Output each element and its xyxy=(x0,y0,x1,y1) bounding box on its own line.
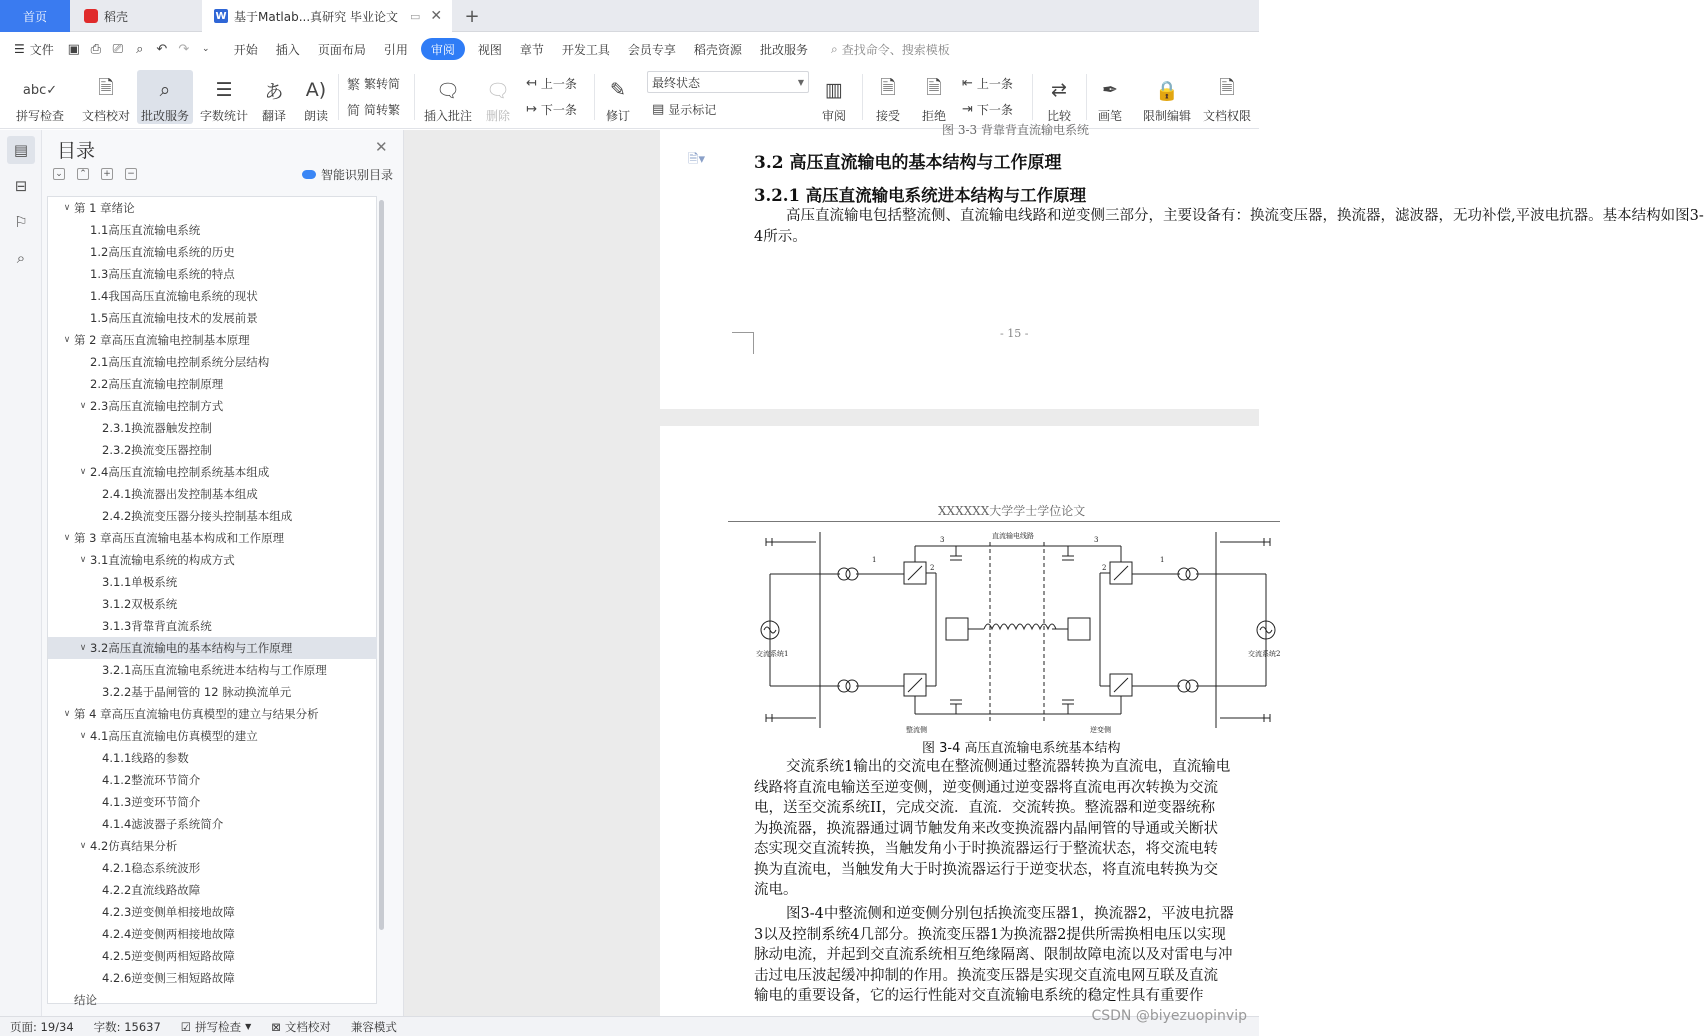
tab-home-label: 首页 xyxy=(22,9,47,24)
reject-icon: 🗎 xyxy=(926,77,942,99)
review-service-button[interactable] xyxy=(137,70,193,124)
fig-num-3: 3 xyxy=(940,536,945,544)
compat-mode-indicator xyxy=(341,1019,407,1035)
toc-item-label: 3.2.1高压直流输电系统进本结构与工作原理 xyxy=(102,663,327,677)
prev-comment-label: 上一条 xyxy=(540,76,577,91)
toc-item-label: 1.2高压直流输电系统的历史 xyxy=(90,245,235,259)
fig-num-1-right: 1 xyxy=(1160,556,1165,564)
toc-scrollbar[interactable] xyxy=(379,200,384,930)
menu-tabs xyxy=(225,38,817,60)
translate-button[interactable] xyxy=(254,70,294,124)
toc-item[interactable] xyxy=(48,571,377,593)
toc-item[interactable] xyxy=(48,241,377,263)
header-rule xyxy=(728,521,1280,522)
smart-toc-button[interactable] xyxy=(302,166,393,183)
toc-item[interactable] xyxy=(48,417,377,439)
page-16 xyxy=(660,426,1280,1026)
tab-daoke-label: 稻壳 xyxy=(104,9,129,24)
doc-proof-status[interactable] xyxy=(261,1019,341,1035)
ribbon-review xyxy=(0,66,1259,129)
menu-tab-0[interactable]: 开始 xyxy=(233,42,258,57)
toc-item-label: 4.2.4逆变侧两相接地故障 xyxy=(102,927,235,941)
review-pane-icon: ▥ xyxy=(825,79,843,101)
toc-item-label: 4.1.1线路的参数 xyxy=(102,751,189,765)
text-line: 流电。 xyxy=(754,882,798,898)
fig-num-1: 1 xyxy=(872,556,877,564)
chevron-down-icon: ▼ xyxy=(245,1022,252,1031)
ribbon-divider xyxy=(594,74,595,120)
menu-tab-4[interactable]: 审阅 xyxy=(421,38,465,60)
text-line: 图3-4中整流侧和逆变侧分别包括换流变压器1，换流器2，平波电抗器 xyxy=(786,906,1234,922)
toc-item-label: 2.4.2换流变压器分接头控制基本组成 xyxy=(102,509,293,523)
toc-item-label: 4.1.3逆变环节简介 xyxy=(102,795,201,809)
show-markup-button[interactable] xyxy=(652,98,716,120)
text-line: 电，送至交流系统II，完成交流．直流．交流转换。整流器和逆变器统称 xyxy=(754,800,1215,816)
text-line: 换为直流电，当触发角大于时换流器运行于逆变状态，将直流电转换为交 xyxy=(754,861,1218,878)
compare-button[interactable] xyxy=(1038,70,1080,124)
proof-box-icon: ⊠ xyxy=(271,1019,281,1034)
search-placeholder: 查找命令、搜索模板 xyxy=(841,42,950,57)
simp-to-trad-button[interactable] xyxy=(347,98,400,120)
menu-tab-6[interactable]: 章节 xyxy=(519,42,544,57)
toc-item-label: 4.2.1稳态系统波形 xyxy=(102,861,201,875)
next-comment-label: 下一条 xyxy=(540,102,577,117)
previous-caption-fragment: 图 3-3 背靠背直流输电系统 xyxy=(942,123,1089,137)
doc-permission-button[interactable] xyxy=(1200,70,1254,124)
pen-button[interactable] xyxy=(1092,70,1128,124)
trad-to-simp-label: 繁转简 xyxy=(364,76,401,91)
spell-check-icon: abc✓ xyxy=(22,82,58,98)
doc-proof-button[interactable] xyxy=(78,70,134,124)
tab-daoke[interactable] xyxy=(72,0,200,32)
tab-home[interactable] xyxy=(0,0,70,32)
chevron-down-icon[interactable]: ∨ xyxy=(79,401,87,411)
chevron-down-icon[interactable]: ∨ xyxy=(79,731,87,741)
chevron-down-icon[interactable]: ∨ xyxy=(63,533,71,543)
toc-item-label: 1.1高压直流输电系统 xyxy=(90,223,201,237)
toc-item-label: 1.5高压直流输电技术的发展前景 xyxy=(90,311,258,325)
prev-change-icon: ⇤ xyxy=(962,75,973,91)
read-aloud-label: 朗读 xyxy=(303,109,328,123)
simp-trad-icon: 简 xyxy=(347,103,361,119)
toc-list xyxy=(47,196,377,1007)
toc-item-label: 第 4 章高压直流输电仿真模型的建立与结果分析 xyxy=(74,707,319,721)
menu-bar xyxy=(0,32,1259,66)
print-preview-icon[interactable]: ⌕ xyxy=(136,41,144,57)
toc-item[interactable] xyxy=(48,329,377,351)
toc-item-label: 2.1高压直流输电控制系统分层结构 xyxy=(90,355,270,369)
document-canvas[interactable] xyxy=(404,123,1704,1016)
daoke-logo-icon xyxy=(84,9,98,23)
fig-rectifier-label: 整流侧 xyxy=(906,726,927,734)
paragraph-menu-icon[interactable]: 🗎▾ xyxy=(688,152,705,167)
compat-mode-label: 兼容模式 xyxy=(350,1019,397,1034)
page-indicator[interactable] xyxy=(0,1019,84,1035)
toc-item[interactable] xyxy=(48,197,377,219)
pen-icon: ✒ xyxy=(1102,79,1118,101)
toc-item-label: 2.3.2换流变压器控制 xyxy=(102,443,212,457)
next-change-label: 下一条 xyxy=(976,102,1013,117)
word-count-indicator[interactable] xyxy=(84,1019,171,1035)
trad-simp-icon: 繁 xyxy=(347,77,361,93)
page-header: XXXXXX大学学士学位论文 xyxy=(938,504,1086,518)
fig-num-3-right: 3 xyxy=(1094,536,1099,544)
restrict-editing-button[interactable] xyxy=(1138,70,1196,124)
markup-state-value: 最终状态 xyxy=(652,75,701,90)
review-service-icon: ⌕ xyxy=(159,79,171,101)
tab-document[interactable] xyxy=(202,0,452,32)
toc-item-label: 4.2.3逆变侧单相接地故障 xyxy=(102,905,235,919)
review-service-label: 批改服务 xyxy=(140,109,189,123)
toc-item[interactable] xyxy=(48,879,377,901)
doc-proof-icon: 🗎 xyxy=(98,77,114,99)
fig-dc-line-label: 直流输电线路 xyxy=(992,532,1034,540)
menu-tab-9[interactable]: 稻壳资源 xyxy=(693,42,742,57)
search-icon: ⌕ xyxy=(830,41,838,56)
toc-item[interactable] xyxy=(48,857,377,879)
toc-item[interactable] xyxy=(48,901,377,923)
toc-item[interactable] xyxy=(48,967,377,989)
word-count-button[interactable] xyxy=(196,70,252,124)
insert-comment-button[interactable] xyxy=(421,70,475,124)
toc-item[interactable] xyxy=(48,351,377,373)
writer-logo-icon: W xyxy=(215,10,227,22)
page-indicator-label: 页面: 19/34 xyxy=(10,1019,74,1034)
simp-to-trad-label: 简转繁 xyxy=(364,102,401,117)
tab-window-icon[interactable]: ▭ xyxy=(410,9,421,23)
more-icon[interactable]: ⌄ xyxy=(202,44,210,54)
fig-num-2-right: 2 xyxy=(1102,564,1107,572)
restrict-editing-label: 限制编辑 xyxy=(1142,109,1191,123)
compare-icon: ⇄ xyxy=(1051,79,1067,101)
menu-tab-8[interactable]: 会员专享 xyxy=(627,42,676,57)
chevron-down-icon[interactable]: ∨ xyxy=(79,643,87,653)
pen-label: 画笔 xyxy=(1097,109,1122,123)
fig-ac1-label: 交流系统1 xyxy=(756,650,789,658)
text-line: 高压直流输电包括整流侧、直流输电线路和逆变侧三部分，主要设备有：换流变压器，换流器，滤波器，无功补偿,平波电抗器。基本结构如图3- xyxy=(786,208,1704,224)
toc-nav-icon[interactable]: ▤ xyxy=(7,136,35,164)
print-icon[interactable]: ⎚ xyxy=(112,41,123,57)
ribbon-divider xyxy=(862,74,863,120)
track-changes-label: 修订 xyxy=(605,109,630,123)
toc-item[interactable] xyxy=(48,439,377,461)
next-comment-button[interactable] xyxy=(526,98,577,120)
toc-item-label: 3.1.2双极系统 xyxy=(102,597,178,611)
save-icon[interactable]: ▣ xyxy=(67,41,80,57)
toc-item-label: 2.2高压直流输电控制原理 xyxy=(90,377,224,391)
file-menu-label: 文件 xyxy=(29,42,54,57)
show-markup-label: 显示标记 xyxy=(668,102,717,117)
toc-item-label: 3.2高压直流输电的基本结构与工作原理 xyxy=(90,641,293,655)
ribbon-divider xyxy=(1032,74,1033,120)
remove-heading-icon[interactable]: − xyxy=(125,168,137,180)
toc-item[interactable] xyxy=(48,263,377,285)
toc-item-label: 3.1.1单极系统 xyxy=(102,575,178,589)
toc-item[interactable] xyxy=(48,395,377,417)
toc-item[interactable] xyxy=(48,593,377,615)
redo-icon[interactable]: ↷ xyxy=(178,41,190,57)
prev-comment-button[interactable] xyxy=(526,72,577,94)
read-aloud-icon: A) xyxy=(305,79,327,101)
page-number: - 15 - xyxy=(1000,327,1029,340)
permission-icon: 🗎 xyxy=(1219,77,1235,99)
read-aloud-button[interactable] xyxy=(298,70,334,124)
doc-proof-label: 文档校对 xyxy=(81,109,130,123)
menu-tab-5[interactable]: 视图 xyxy=(477,42,502,57)
word-count-indicator-label: 字数: 15637 xyxy=(93,1019,161,1034)
heading-3-2-1: 3.2.1 高压直流输电系统进本结构与工作原理 xyxy=(754,186,1087,205)
toc-item[interactable] xyxy=(48,505,377,527)
word-count-icon: ☰ xyxy=(215,79,233,101)
toc-item-label: 第 1 章绪论 xyxy=(74,201,135,215)
toc-item[interactable] xyxy=(48,219,377,241)
spell-check-status[interactable] xyxy=(171,1019,261,1035)
text-line: 为换流器，换流器通过调节触发角来改变换流器内晶闸管的导通或关断状 xyxy=(754,820,1218,837)
body-paragraph-2 xyxy=(754,757,1274,901)
spell-check-label: 拼写检查 xyxy=(15,109,64,123)
toc-item[interactable] xyxy=(48,747,377,769)
translate-icon: あ xyxy=(264,80,284,103)
accept-label: 接受 xyxy=(875,109,900,123)
delete-comment-label: 删除 xyxy=(485,109,510,123)
compare-label: 比较 xyxy=(1046,109,1071,123)
menu-tab-7[interactable]: 开发工具 xyxy=(561,42,610,57)
checkbox-icon: ☑ xyxy=(180,1019,192,1034)
command-search[interactable] xyxy=(817,41,950,58)
body-paragraph-3 xyxy=(754,904,1274,1007)
toc-item-label: 4.2.5逆变侧两相短路故障 xyxy=(102,949,235,963)
markup-state-select[interactable] xyxy=(647,71,809,93)
toc-item-label: 1.4我国高压直流输电系统的现状 xyxy=(90,289,258,303)
add-heading-icon[interactable]: + xyxy=(101,168,113,180)
toc-item[interactable] xyxy=(48,373,377,395)
chevron-down-icon: ▼ xyxy=(797,77,804,87)
show-markup-icon: ▤ xyxy=(652,101,665,117)
text-line: 态实现交直流转换，当触发角小于时换流器运行于整流状态，将交流电转 xyxy=(754,841,1218,857)
toc-item[interactable] xyxy=(48,527,377,549)
hvdc-structure-figure xyxy=(756,524,1280,736)
toc-item[interactable] xyxy=(48,659,377,681)
toc-panel xyxy=(42,130,404,1016)
insert-comment-label: 插入批注 xyxy=(423,109,472,123)
file-menu[interactable] xyxy=(0,38,63,60)
track-changes-button[interactable] xyxy=(599,70,637,124)
reject-label: 拒绝 xyxy=(921,109,946,123)
toc-item[interactable] xyxy=(48,725,377,747)
toc-item[interactable] xyxy=(48,923,377,945)
menu-tab-1[interactable]: 插入 xyxy=(275,42,300,57)
prev-icon: ↤ xyxy=(526,75,537,91)
watermark: CSDN @biyezuopinvip xyxy=(1091,1008,1247,1024)
undo-icon[interactable]: ↶ xyxy=(156,41,168,57)
close-icon[interactable]: ✕ xyxy=(375,138,388,156)
text-line: 3以及控制系统4几部分。换流变压器1为换流器2提供所需换相电压以实现 xyxy=(754,926,1226,943)
toc-item-label: 1.3高压直流输电系统的特点 xyxy=(90,267,235,281)
fig-inverter-label: 逆变侧 xyxy=(1090,726,1111,734)
fig-num-2: 2 xyxy=(930,564,935,572)
menu-tab-2[interactable]: 页面布局 xyxy=(317,42,366,57)
search-nav-icon[interactable]: ⌕ xyxy=(16,249,26,267)
text-line: 脉动电流，并起到交直流系统相互绝缘隔离、限制故障电流以及对雷电与冲 xyxy=(754,947,1233,963)
text-line: 输电的重要设备，它的运行性能对交直流输电系统的稳定性具有重要作 xyxy=(754,988,1204,1004)
toc-item[interactable] xyxy=(48,703,377,725)
toc-item[interactable] xyxy=(48,813,377,835)
toc-item[interactable] xyxy=(48,989,377,1011)
toc-item-label: 第 3 章高压直流输电基本构成和工作原理 xyxy=(74,531,285,545)
tab-close-icon[interactable]: ✕ xyxy=(430,8,443,24)
review-pane-button[interactable] xyxy=(814,70,854,124)
toc-item-label: 2.4.1换流器出发控制基本组成 xyxy=(102,487,258,501)
fig-ac2-label: 交流系统2 xyxy=(1248,650,1281,658)
toc-item-label: 4.2.6逆变侧三相短路故障 xyxy=(102,971,235,985)
expand-up-icon[interactable]: ⌃ xyxy=(77,168,89,180)
toc-item[interactable] xyxy=(48,791,377,813)
toc-item[interactable] xyxy=(48,945,377,967)
toc-item[interactable] xyxy=(48,835,377,857)
heading-3-2: 3.2 高压直流输电的基本结构与工作原理 xyxy=(754,153,1062,173)
track-changes-icon: ✎ xyxy=(610,79,626,101)
spell-check-status-label: 拼写检查 xyxy=(195,1019,242,1034)
smart-toc-icon xyxy=(302,170,316,179)
toc-item[interactable] xyxy=(48,681,377,703)
toc-title: 目录 xyxy=(57,140,96,162)
chevron-down-icon[interactable]: ∨ xyxy=(63,335,71,345)
text-line: 击过电压波起缓冲抑制的作用。换流变压器是实现交直流电网互联及直流 xyxy=(754,967,1218,984)
chevron-down-icon[interactable]: ∨ xyxy=(63,709,71,719)
page-15 xyxy=(660,123,1704,409)
chapter-nav-icon[interactable]: ⊟ xyxy=(14,177,28,195)
toc-item-label: 4.1.4滤波器子系统简介 xyxy=(102,817,224,831)
toc-item-label: 结论 xyxy=(74,993,97,1007)
doc-permission-label: 文档权限 xyxy=(1202,109,1251,123)
toc-item-label: 2.3.1换流器触发控制 xyxy=(102,421,212,435)
word-count-label: 字数统计 xyxy=(199,109,248,123)
text-line: 交流系统1输出的交流电在整流侧通过整流器转换为直流电，直流输电 xyxy=(786,759,1231,775)
next-change-icon: ⇥ xyxy=(962,101,973,117)
review-pane-label: 审阅 xyxy=(821,109,846,123)
toc-item[interactable] xyxy=(48,461,377,483)
new-tab-button[interactable]: + xyxy=(464,5,480,27)
toc-item[interactable] xyxy=(48,769,377,791)
toc-item-label: 3.1直流输电系统的构成方式 xyxy=(90,553,235,567)
comment-delete-icon: 🗨 xyxy=(485,79,511,102)
toc-item-label: 4.2仿真结果分析 xyxy=(90,839,178,853)
toc-item[interactable] xyxy=(48,615,377,637)
toc-item[interactable] xyxy=(48,307,377,329)
accept-icon: 🗎 xyxy=(880,77,896,99)
toc-item-label: 4.1高压直流输电仿真模型的建立 xyxy=(90,729,258,743)
text-line: 线路将直流电输送至逆变侧，逆变侧通过逆变器将直流电再次转换为交流 xyxy=(754,779,1218,796)
translate-label: 翻译 xyxy=(261,109,286,123)
prev-change-label: 上一条 xyxy=(976,76,1013,91)
trad-to-simp-button[interactable] xyxy=(347,72,400,94)
prev-change-button[interactable] xyxy=(962,72,1013,94)
toc-item[interactable] xyxy=(48,483,377,505)
spell-check-button[interactable] xyxy=(8,70,72,124)
tab-document-label: 基于Matlab...真研究 毕业论文 xyxy=(234,9,398,24)
menu-tab-10[interactable]: 批改服务 xyxy=(759,42,808,57)
collapse-all-icon[interactable]: ⌄ xyxy=(53,168,65,180)
page-corner-mark xyxy=(732,332,754,354)
bookmark-icon[interactable]: ⚐ xyxy=(14,213,28,231)
toc-item-label: 4.1.2整流环节简介 xyxy=(102,773,201,787)
text-line: 4所示。 xyxy=(754,228,807,245)
lock-icon: 🔒 xyxy=(1155,79,1179,102)
toc-item[interactable] xyxy=(48,637,377,659)
ribbon-divider xyxy=(338,74,339,120)
reject-button[interactable] xyxy=(914,70,954,124)
chevron-down-icon[interactable]: ∨ xyxy=(79,841,87,851)
toc-item-label: 3.1.3背靠背直流系统 xyxy=(102,619,212,633)
export-icon[interactable]: ⎙ xyxy=(90,41,101,57)
menu-tab-3[interactable]: 引用 xyxy=(383,42,408,57)
toc-item-label: 2.4高压直流输电控制系统基本组成 xyxy=(90,465,270,479)
toc-item-label: 2.3高压直流输电控制方式 xyxy=(90,399,224,413)
smart-toc-label: 智能识别目录 xyxy=(321,168,394,182)
ribbon-divider xyxy=(414,74,415,120)
tab-bar xyxy=(0,0,1259,32)
body-paragraph-1 xyxy=(754,206,1704,247)
next-icon: ↦ xyxy=(526,101,537,117)
toc-item-label: 4.2.2直流线路故障 xyxy=(102,883,201,897)
toc-item[interactable] xyxy=(48,285,377,307)
toc-item[interactable] xyxy=(48,549,377,571)
chevron-down-icon[interactable]: ∨ xyxy=(79,555,87,565)
accept-button[interactable] xyxy=(868,70,908,124)
nav-rail xyxy=(0,130,42,1016)
hamburger-icon: ☰ xyxy=(14,42,25,56)
doc-proof-status-label: 文档校对 xyxy=(284,1019,331,1034)
next-change-button[interactable] xyxy=(962,98,1013,120)
toc-item-label: 3.2.2基于晶闸管的 12 脉动换流单元 xyxy=(102,685,292,699)
toc-item-label: 第 2 章高压直流输电控制基本原理 xyxy=(74,333,250,347)
status-bar xyxy=(0,1016,1259,1036)
chevron-down-icon[interactable]: ∨ xyxy=(63,203,71,213)
figure-caption: 图 3-4 高压直流输电系统基本结构 xyxy=(922,741,1121,756)
chevron-down-icon[interactable]: ∨ xyxy=(79,467,87,477)
ribbon-divider xyxy=(1086,74,1087,120)
comment-add-icon: 🗨 xyxy=(435,79,461,102)
delete-comment-button[interactable] xyxy=(479,70,517,124)
